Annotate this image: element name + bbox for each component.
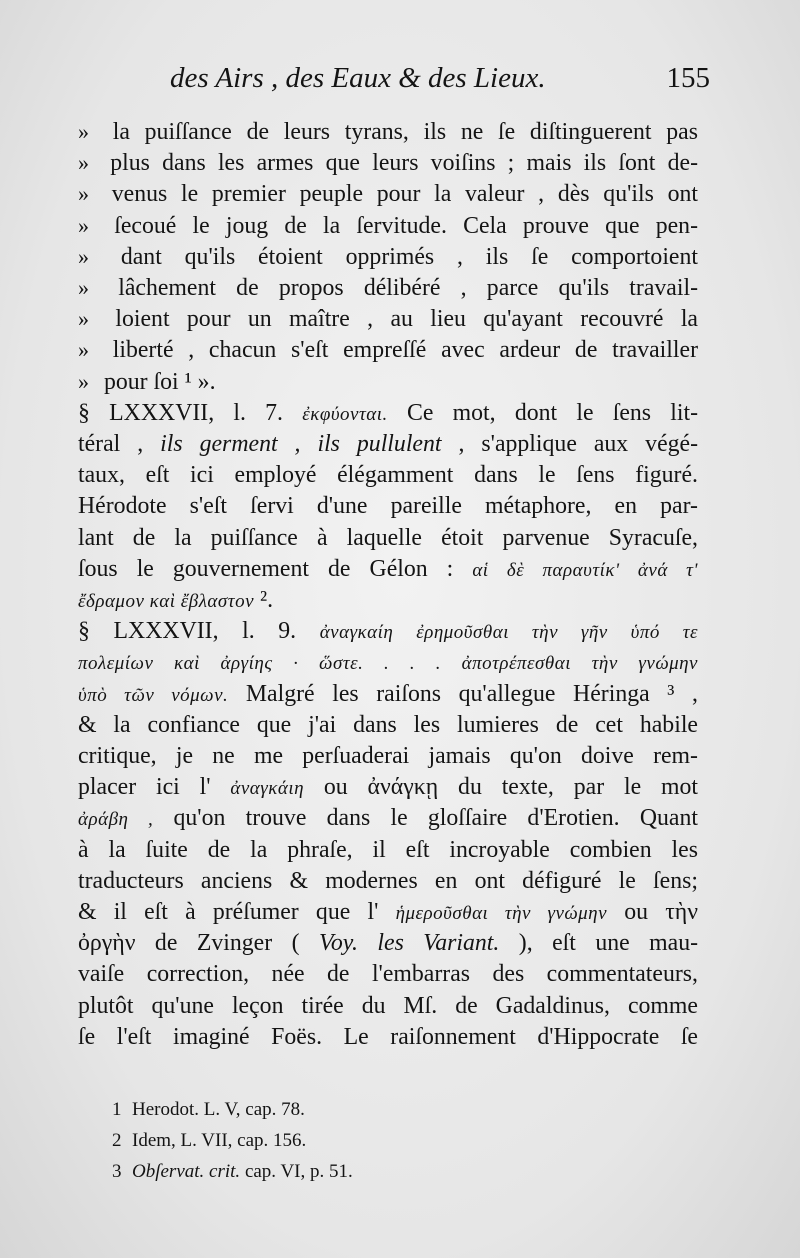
quote-mark: » <box>78 119 89 144</box>
text-segment: ſous le gouvernement de Gélon : <box>78 555 454 582</box>
text-segment: traducteurs anciens & modernes en ont défiguré le ſens; <box>78 867 698 894</box>
text-segment: ou ἀνάγκῃ du texte, par le mot <box>323 774 698 801</box>
text-segment: ². <box>259 587 274 613</box>
greek-segment: ἐκφύονται. <box>302 403 388 425</box>
text-line <box>78 802 698 834</box>
greek-segment: αἱ δὲ παραυτίκ' ἀνά τ' <box>472 559 698 581</box>
text-line <box>78 459 698 491</box>
text-segment: vaiſe correction, née de l'embarras des commentateurs, <box>78 961 698 988</box>
footnote-text: cap. VI, p. 51. <box>244 1161 353 1182</box>
text-segment: ſecoué le joug de la ſervitude. Cela prouve que pen- <box>114 212 698 239</box>
text-line <box>78 272 698 304</box>
text-line <box>78 178 698 210</box>
text-line <box>78 896 698 928</box>
quote-mark: » <box>78 275 89 300</box>
text-segment: plus dans les armes que leurs voiſins ; mais ils ſont de- <box>110 150 698 177</box>
quote-mark: » <box>78 243 89 269</box>
text-segment: à la ſuite de la phraſe, il eſt incroyable combien les <box>78 836 698 863</box>
text-line <box>78 522 698 554</box>
text-segment: venus le premier peuple pour la valeur , dès qu'ils ont <box>111 181 698 208</box>
text-line <box>78 553 698 585</box>
text-line <box>78 678 698 710</box>
greek-segment: ὑπὸ τῶν νόμων. <box>78 684 229 706</box>
text-line <box>78 397 698 429</box>
text-line <box>78 865 698 897</box>
text-line <box>78 709 698 741</box>
text-line <box>78 366 698 398</box>
footnote-number: 1 <box>112 1099 122 1120</box>
text-line <box>78 147 698 179</box>
text-line <box>78 740 698 772</box>
text-segment: lant de la puiſſance à laquelle étoit parvenue Syracuſe, <box>78 524 698 551</box>
text-segment: loient pour un maître , au lieu qu'ayant recouvré la <box>115 306 698 333</box>
footnote-italic: Obſervat. crit. <box>132 1161 241 1182</box>
italic-segment: ils germent , ils pullulent <box>160 431 442 457</box>
text-segment: § LXXXVII, l. 9. <box>78 618 297 645</box>
footnote <box>112 1126 612 1156</box>
text-segment: ὀργὴν de Zvinger ( <box>78 930 300 957</box>
text-segment: ou τὴν <box>624 899 698 925</box>
text-segment: téral , <box>78 431 144 457</box>
footnote-text: Idem, L. VII, cap. 156. <box>132 1130 307 1151</box>
text-line <box>78 958 698 990</box>
quote-mark: » <box>78 181 89 207</box>
page-number: 155 <box>666 62 710 94</box>
text-segment: , s'applique aux végé- <box>458 431 698 457</box>
running-title: des Airs , des Eaux & des Lieux. <box>170 62 546 94</box>
text-segment: taux, eſt ici employé élégamment dans le ſens figuré. <box>78 462 698 489</box>
quote-mark: » <box>78 337 89 363</box>
text-line <box>78 116 698 148</box>
quote-mark: » <box>78 368 89 394</box>
text-line <box>78 490 698 522</box>
text-line <box>78 990 698 1022</box>
footnote-number: 2 <box>112 1130 122 1151</box>
quote-mark: » <box>78 306 89 332</box>
text-line <box>78 646 698 678</box>
text-line <box>78 834 698 866</box>
text-segment: lâchement de propos délibéré , parce qu'ils travail- <box>118 275 698 301</box>
footnote <box>112 1095 612 1125</box>
text-segment: critique, je ne me perſuaderai jamais qu'on doive rem- <box>78 743 698 769</box>
greek-segment: ἔδραμον καὶ ἔβλαστον <box>78 591 255 612</box>
text-segment: & la confiance que j'ai dans les lumieres de cet habile <box>78 711 698 738</box>
text-segment: placer ici l' <box>78 774 211 801</box>
quote-mark: » <box>78 150 89 176</box>
greek-segment: ἀναγκάιη <box>230 778 305 800</box>
text-segment: § LXXXVII, l. 7. <box>78 399 283 426</box>
text-segment: liberté , chacun s'eſt empreſſé avec ardeur de travailler <box>112 337 698 364</box>
text-line <box>78 210 698 242</box>
text-line <box>78 334 698 366</box>
text-segment: qu'on trouve dans le gloſſaire d'Erotien. Quant <box>173 805 698 832</box>
greek-segment: ἀναγκαίη ἐρημοῦσθαι τὴν γῆν ὑπό τε <box>319 622 698 644</box>
text-segment: ſe l'eſt imaginé Foës. Le raiſonnement d'Hippocrate ſe <box>78 1023 698 1050</box>
text-segment: dant qu'ils étoient opprimés , ils ſe comportoient <box>120 243 698 270</box>
text-line <box>78 584 698 616</box>
footnote-number: 3 <box>112 1161 122 1182</box>
footnote <box>112 1157 612 1187</box>
text-line <box>78 927 698 959</box>
text-segment: ), eſt une mau- <box>518 930 698 957</box>
text-segment: Malgré les raiſons qu'allegue Héringa ³ , <box>245 680 698 707</box>
text-line <box>78 615 698 647</box>
greek-segment: πολεμίων καὶ ἀργίης · ὥστε. . . . ἀποτρέπεσθαι τὴν γνώμην <box>78 653 698 675</box>
text-line <box>78 1021 698 1053</box>
footnote-text: Herodot. L. V, cap. 78. <box>132 1099 305 1120</box>
text-line <box>78 428 698 460</box>
text-segment: pour ſoi ¹ ». <box>103 368 216 395</box>
text-segment: Hérodote s'eſt ſervi d'une pareille métaphore, en par- <box>78 493 698 520</box>
text-line <box>78 303 698 335</box>
greek-segment: ἡμεροῦσθαι τὴν γνώμην <box>395 903 608 924</box>
text-line <box>78 241 698 273</box>
text-segment: plutôt qu'une leçon tirée du Mſ. de Gadaldinus, comme <box>78 992 698 1019</box>
greek-segment: ἀράβη , <box>78 809 154 831</box>
quote-mark: » <box>78 212 89 238</box>
text-line <box>78 771 698 803</box>
text-segment: la puiſſance de leurs tyrans, ils ne ſe diſtinguerent pas <box>112 119 698 145</box>
italic-segment: Voy. les Variant. <box>318 930 500 957</box>
text-segment: & il eſt à préſumer que l' <box>78 899 379 925</box>
text-segment: Ce mot, dont le ſens lit- <box>407 399 698 426</box>
